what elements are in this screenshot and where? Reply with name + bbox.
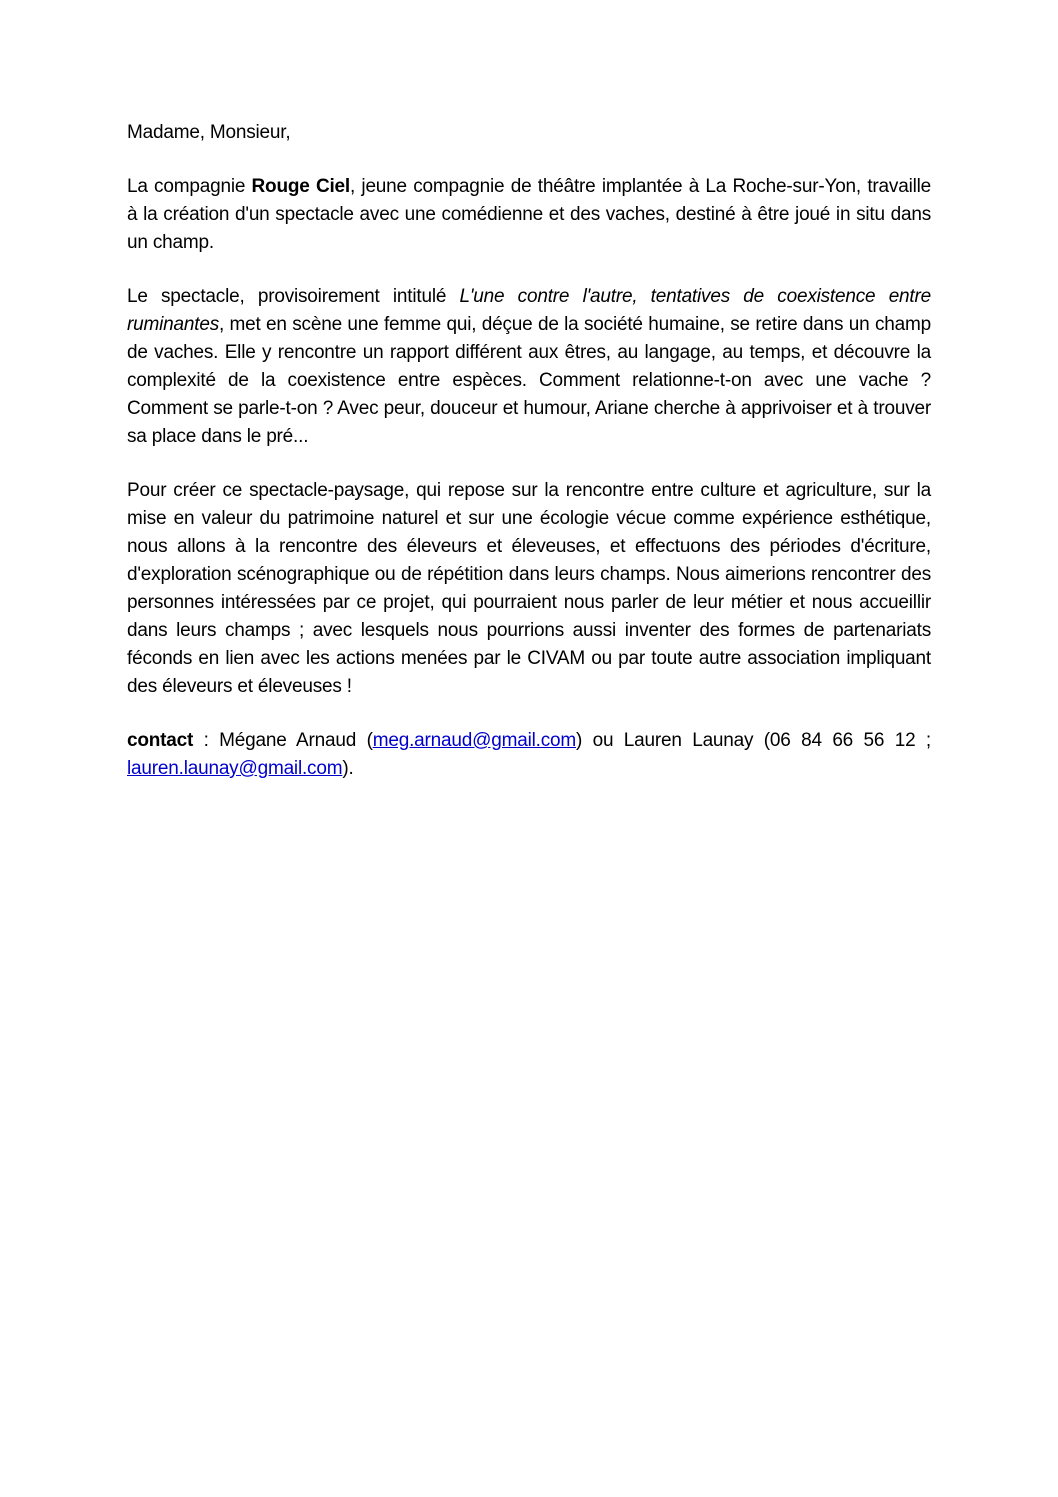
paragraph-show-description: [127, 283, 931, 451]
email-link-meg-arnaud[interactable]: meg.arnaud@gmail.com: [372, 730, 576, 751]
contact-text-2: ) ou Lauren Launay (06 84 66 56 12 ;: [575, 730, 931, 751]
contact-text-3: ).: [342, 758, 354, 779]
email-link-lauren-launay[interactable]: lauren.launay@gmail.com: [127, 758, 343, 779]
paragraph-contact: [127, 727, 931, 783]
contact-label: contact: [127, 730, 194, 751]
company-name: Rouge Ciel: [251, 176, 351, 197]
show-text-start: Le spectacle, provisoirement intitulé: [127, 286, 460, 307]
intro-text-rest: , jeune compagnie de théâtre implantée à La Roche-sur-Yon, travaille à la création d'un spectacle avec une comédienne et des vaches, destiné à être joué in situ dans un champ.: [127, 176, 931, 253]
show-title: L'une contre l'autre, tentatives de coexistence entre ruminantes: [127, 286, 931, 335]
intro-text-start: La compagnie: [127, 176, 252, 197]
show-text-rest: , met en scène une femme qui, déçue de la société humaine, se retire dans un champ de vaches. Elle y rencontre un rapport différent aux êtres, au langage, au temps, et découvre la complexité de la coexistence entre espèces. Comment relationne-t-on avec une vache ? Comment se parle-t-on ? Avec peur, douceur et humour, Ariane cherche à apprivoiser et à trouver sa place dans le pré...: [127, 314, 931, 447]
contact-text-1: : Mégane Arnaud (: [193, 730, 373, 751]
paragraph-project-details: Pour créer ce spectacle-paysage, qui repose sur la rencontre entre culture et agriculture, sur la mise en valeur du patrimoine naturel et sur une écologie vécue comme expérience esthétique, nous allons à la rencontre des éleveurs et éleveuses, et effectuons des périodes d'écriture, d'exploration scénographique ou de répétition dans leurs champs. Nous aimerions rencontrer des personnes intéressées par ce projet, qui pourraient nous parler de leur métier et nous accueillir dans leurs champs ; avec lesquels nous pourrions aussi inventer des formes de partenariats féconds en lien avec les actions menées par le CIVAM ou par toute autre association impliquant des éleveurs et éleveuses !: [127, 480, 931, 697]
paragraph-intro: [127, 173, 931, 257]
paragraph-salutation: Madame, Monsieur,: [127, 122, 291, 143]
